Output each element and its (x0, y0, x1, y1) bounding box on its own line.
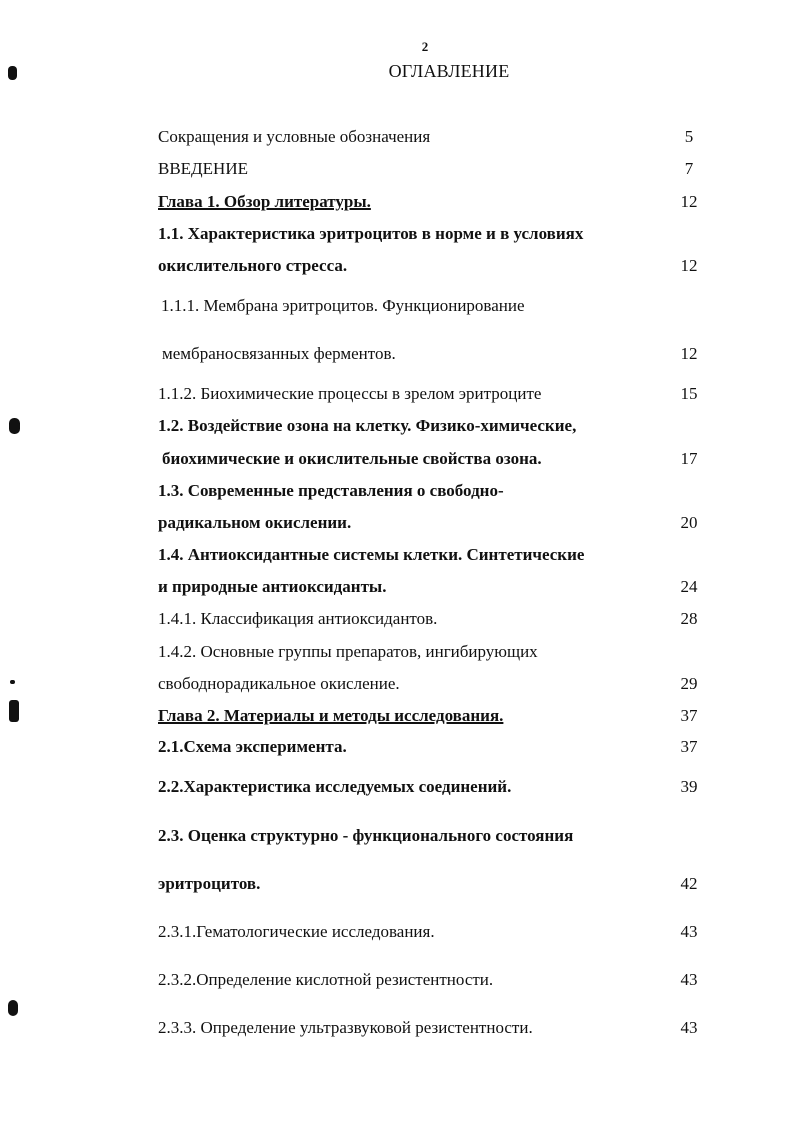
toc-entry-page: 12 (680, 344, 698, 363)
toc-entry-text: 1.4.1. Классификация антиоксидантов. (158, 609, 438, 628)
toc-entry-text: 1.1.1. Мембрана эритроцитов. Функционирование (161, 296, 525, 315)
toc-entry-page: 20 (680, 513, 698, 532)
toc-entry-page: 5 (684, 127, 694, 146)
toc-entry-page: 43 (680, 922, 698, 941)
toc-entry-page: 12 (680, 192, 698, 211)
toc-entry-page: 37 (680, 737, 698, 756)
toc-entry-page: 42 (680, 874, 698, 893)
toc-entry-text: и природные антиоксиданты. (158, 577, 387, 596)
toc-entry-page: 15 (680, 384, 698, 403)
toc-entry-page: 29 (680, 674, 698, 693)
toc-entry-text: 2.3.1.Гематологические исследования. (158, 922, 435, 941)
toc-entry-text: 2.3. Оценка структурно - функционального состояния (158, 826, 574, 845)
toc-entry-text: Сокращения и условные обозначения (158, 127, 431, 146)
toc-entry-text: 2.1.Схема эксперимента. (158, 737, 347, 756)
toc-entry-page: 43 (680, 1018, 698, 1037)
toc-entry-text: 2.3.3. Определение ультразвуковой резистентности. (158, 1018, 533, 1037)
toc-entry-text: свободнорадикальное окисление. (158, 674, 400, 693)
toc-entry-text: Глава 2. Материалы и методы исследования. (158, 706, 504, 725)
toc-entry-text: 2.2.Характеристика исследуемых соединений. (158, 777, 512, 796)
toc-entry-page: 24 (680, 577, 698, 596)
toc-entry-page: 17 (680, 449, 698, 468)
page-number: 2 (421, 39, 429, 54)
toc-entry-text: Глава 1. Обзор литературы. (158, 192, 371, 211)
toc-entry-text: ВВЕДЕНИЕ (158, 159, 248, 178)
toc-entry-page: 28 (680, 609, 698, 628)
toc-entry-text: эритроцитов. (158, 874, 261, 893)
toc-entry-page: 37 (680, 706, 698, 725)
toc-entry-text: мембраносвязанных ферментов. (162, 344, 396, 363)
toc-entry-text: 1.4. Антиоксидантные системы клетки. Синтетические (158, 545, 585, 564)
page-title: ОГЛАВЛЕНИЕ (388, 61, 510, 81)
toc-entry-page: 43 (680, 970, 698, 989)
toc-entry-text: 1.1. Характеристика эритроцитов в норме и в условиях (158, 224, 584, 243)
toc-entry-text: радикальном окислении. (158, 513, 352, 532)
toc-entry-text: 1.3. Современные представления о свободно- (158, 481, 504, 500)
toc-entry-page: 12 (680, 256, 698, 275)
toc-entry-text: 2.3.2.Определение кислотной резистентности. (158, 970, 494, 989)
toc-entry-text: биохимические и окислительные свойства озона. (162, 449, 542, 468)
toc-entry-page: 39 (680, 777, 698, 796)
toc-entry-text: окислительного стресса. (158, 256, 348, 275)
toc-entry-text: 1.4.2. Основные группы препаратов, ингибирующих (158, 642, 538, 661)
toc-entry-text: 1.1.2. Биохимические процессы в зрелом эритроците (158, 384, 542, 403)
toc-entry-page: 7 (684, 159, 694, 178)
toc-entry-text: 1.2. Воздействие озона на клетку. Физико-химические, (158, 416, 577, 435)
